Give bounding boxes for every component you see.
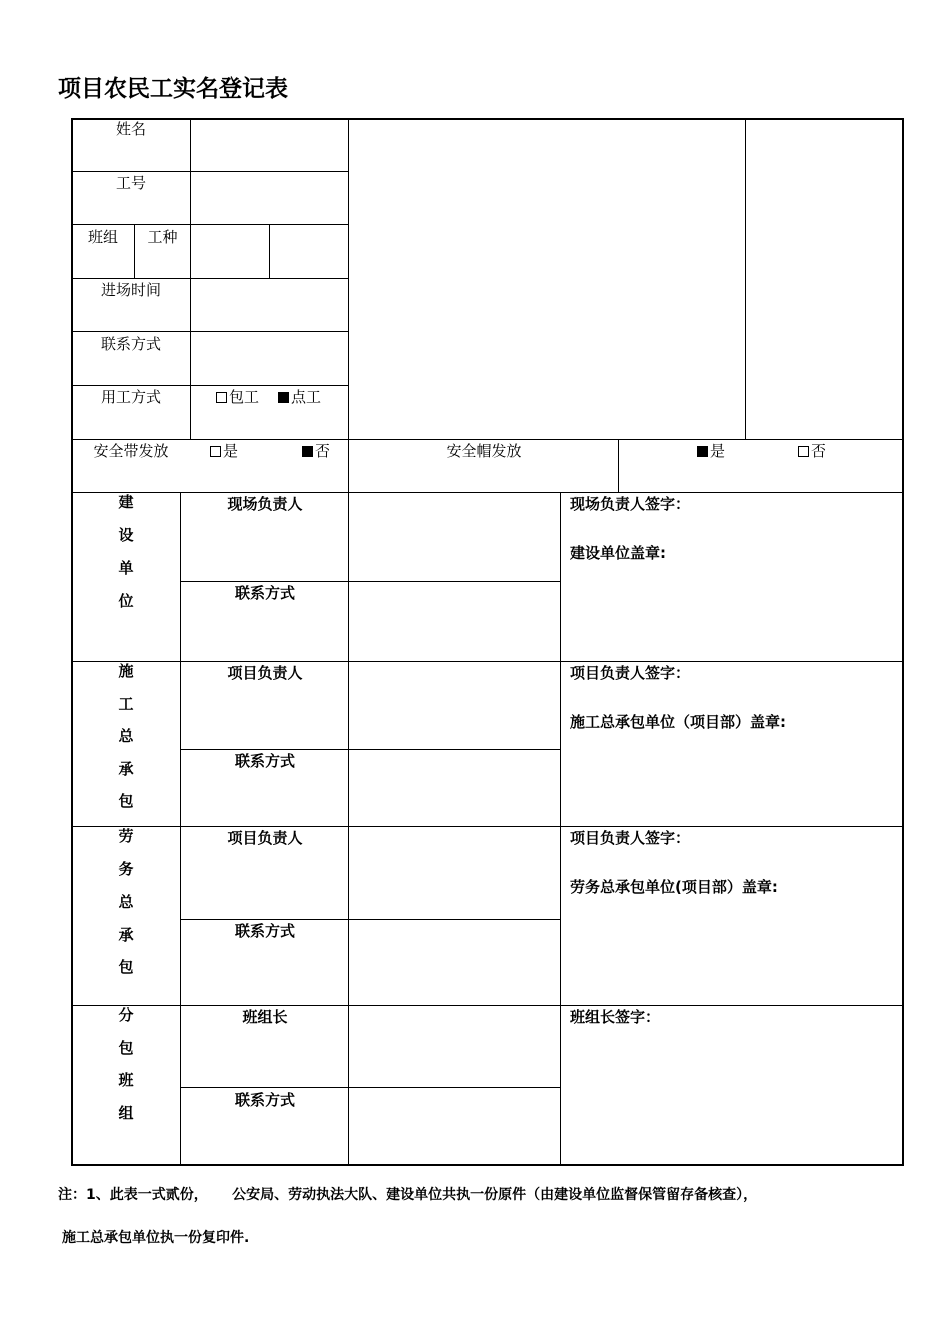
safety-helmet-yes[interactable]: 是 [697, 440, 725, 461]
employment-option-daywork[interactable]: 点工 [278, 386, 321, 407]
section-name-char: 单 [118, 559, 134, 577]
worker-id-label: 工号 [115, 174, 146, 192]
checkbox-unchecked-icon[interactable] [798, 446, 809, 457]
signature-label: 项目负责人签字： [570, 829, 691, 847]
form-title: 项目农民工实名登记表 [58, 76, 288, 102]
signature-label: 项目负责人签字： [570, 664, 691, 682]
section-name-char: 承 [118, 926, 134, 944]
section-name-char: 包 [118, 958, 134, 976]
site-manager-label: 现场负责人 [227, 495, 303, 513]
checkbox-checked-icon[interactable] [697, 446, 708, 457]
note-line-1: 注：1、此表一式贰份， 公安局、劳动执法大队、建设单位共执一份原件（由建设单位监督保管留存备核查）， [58, 1187, 758, 1203]
employment-type-label: 用工方式 [100, 388, 161, 406]
seal-label: 建设单位盖章: [570, 544, 666, 562]
signature-label: 班组长签字： [570, 1008, 661, 1026]
contact-label: 联系方式 [100, 335, 161, 353]
col-divider [269, 224, 270, 278]
section-name-char: 务 [118, 860, 134, 878]
section-name-char: 包 [118, 1039, 134, 1057]
contact-label: 联系方式 [234, 922, 295, 940]
row-divider [180, 1087, 560, 1088]
section-name-char: 位 [118, 592, 134, 610]
photo-area[interactable] [350, 120, 744, 438]
col-divider [560, 492, 561, 1166]
row-divider [71, 331, 349, 332]
contact-label: 联系方式 [234, 752, 295, 770]
section-name-char: 工 [118, 695, 134, 713]
employment-option-contract[interactable]: 包工 [216, 386, 259, 407]
safety-helmet-no[interactable]: 否 [798, 440, 826, 461]
section-name-char: 包 [118, 792, 134, 810]
section-name-char: 承 [118, 760, 134, 778]
contact-label: 联系方式 [234, 584, 295, 602]
section-name-char: 组 [118, 1104, 134, 1122]
row-divider [71, 224, 349, 225]
project-manager-label: 项目负责人 [227, 829, 303, 847]
section-name-char: 班 [118, 1071, 134, 1089]
seal-label: 劳务总承包单位(项目部）盖章: [570, 878, 778, 896]
section-name-char: 总 [118, 893, 134, 911]
entry-time-label: 进场时间 [100, 281, 161, 299]
section-name-char: 总 [118, 727, 134, 745]
id-photo-area[interactable] [747, 120, 902, 438]
safety-belt-label: 安全带发放 [93, 442, 169, 460]
safety-helmet-label: 安全帽发放 [446, 442, 522, 460]
project-manager-label: 项目负责人 [227, 664, 303, 682]
section-name-char: 施 [118, 662, 134, 680]
signature-label: 现场负责人签字： [570, 495, 691, 513]
section-name-char: 设 [118, 526, 134, 544]
contact-label: 联系方式 [234, 1091, 295, 1109]
safety-belt-no[interactable]: 否 [302, 440, 330, 461]
section-name-char: 分 [118, 1006, 134, 1024]
checkbox-unchecked-icon[interactable] [216, 392, 227, 403]
col-divider [745, 118, 746, 439]
trade-label: 工种 [147, 228, 178, 246]
checkbox-unchecked-icon[interactable] [210, 446, 221, 457]
col-divider [348, 118, 349, 492]
team-leader-label: 班组长 [242, 1008, 288, 1026]
checkbox-checked-icon[interactable] [302, 446, 313, 457]
name-label: 姓名 [115, 120, 146, 138]
seal-label: 施工总承包单位（项目部）盖章: [570, 713, 787, 731]
safety-belt-yes[interactable]: 是 [210, 440, 238, 461]
section-name-char: 劳 [118, 827, 134, 845]
team-label: 班组 [87, 228, 118, 246]
note-line-2: 施工总承包单位执一份复印件. [62, 1230, 250, 1246]
checkbox-checked-icon[interactable] [278, 392, 289, 403]
section-name-char: 建 [118, 493, 134, 511]
